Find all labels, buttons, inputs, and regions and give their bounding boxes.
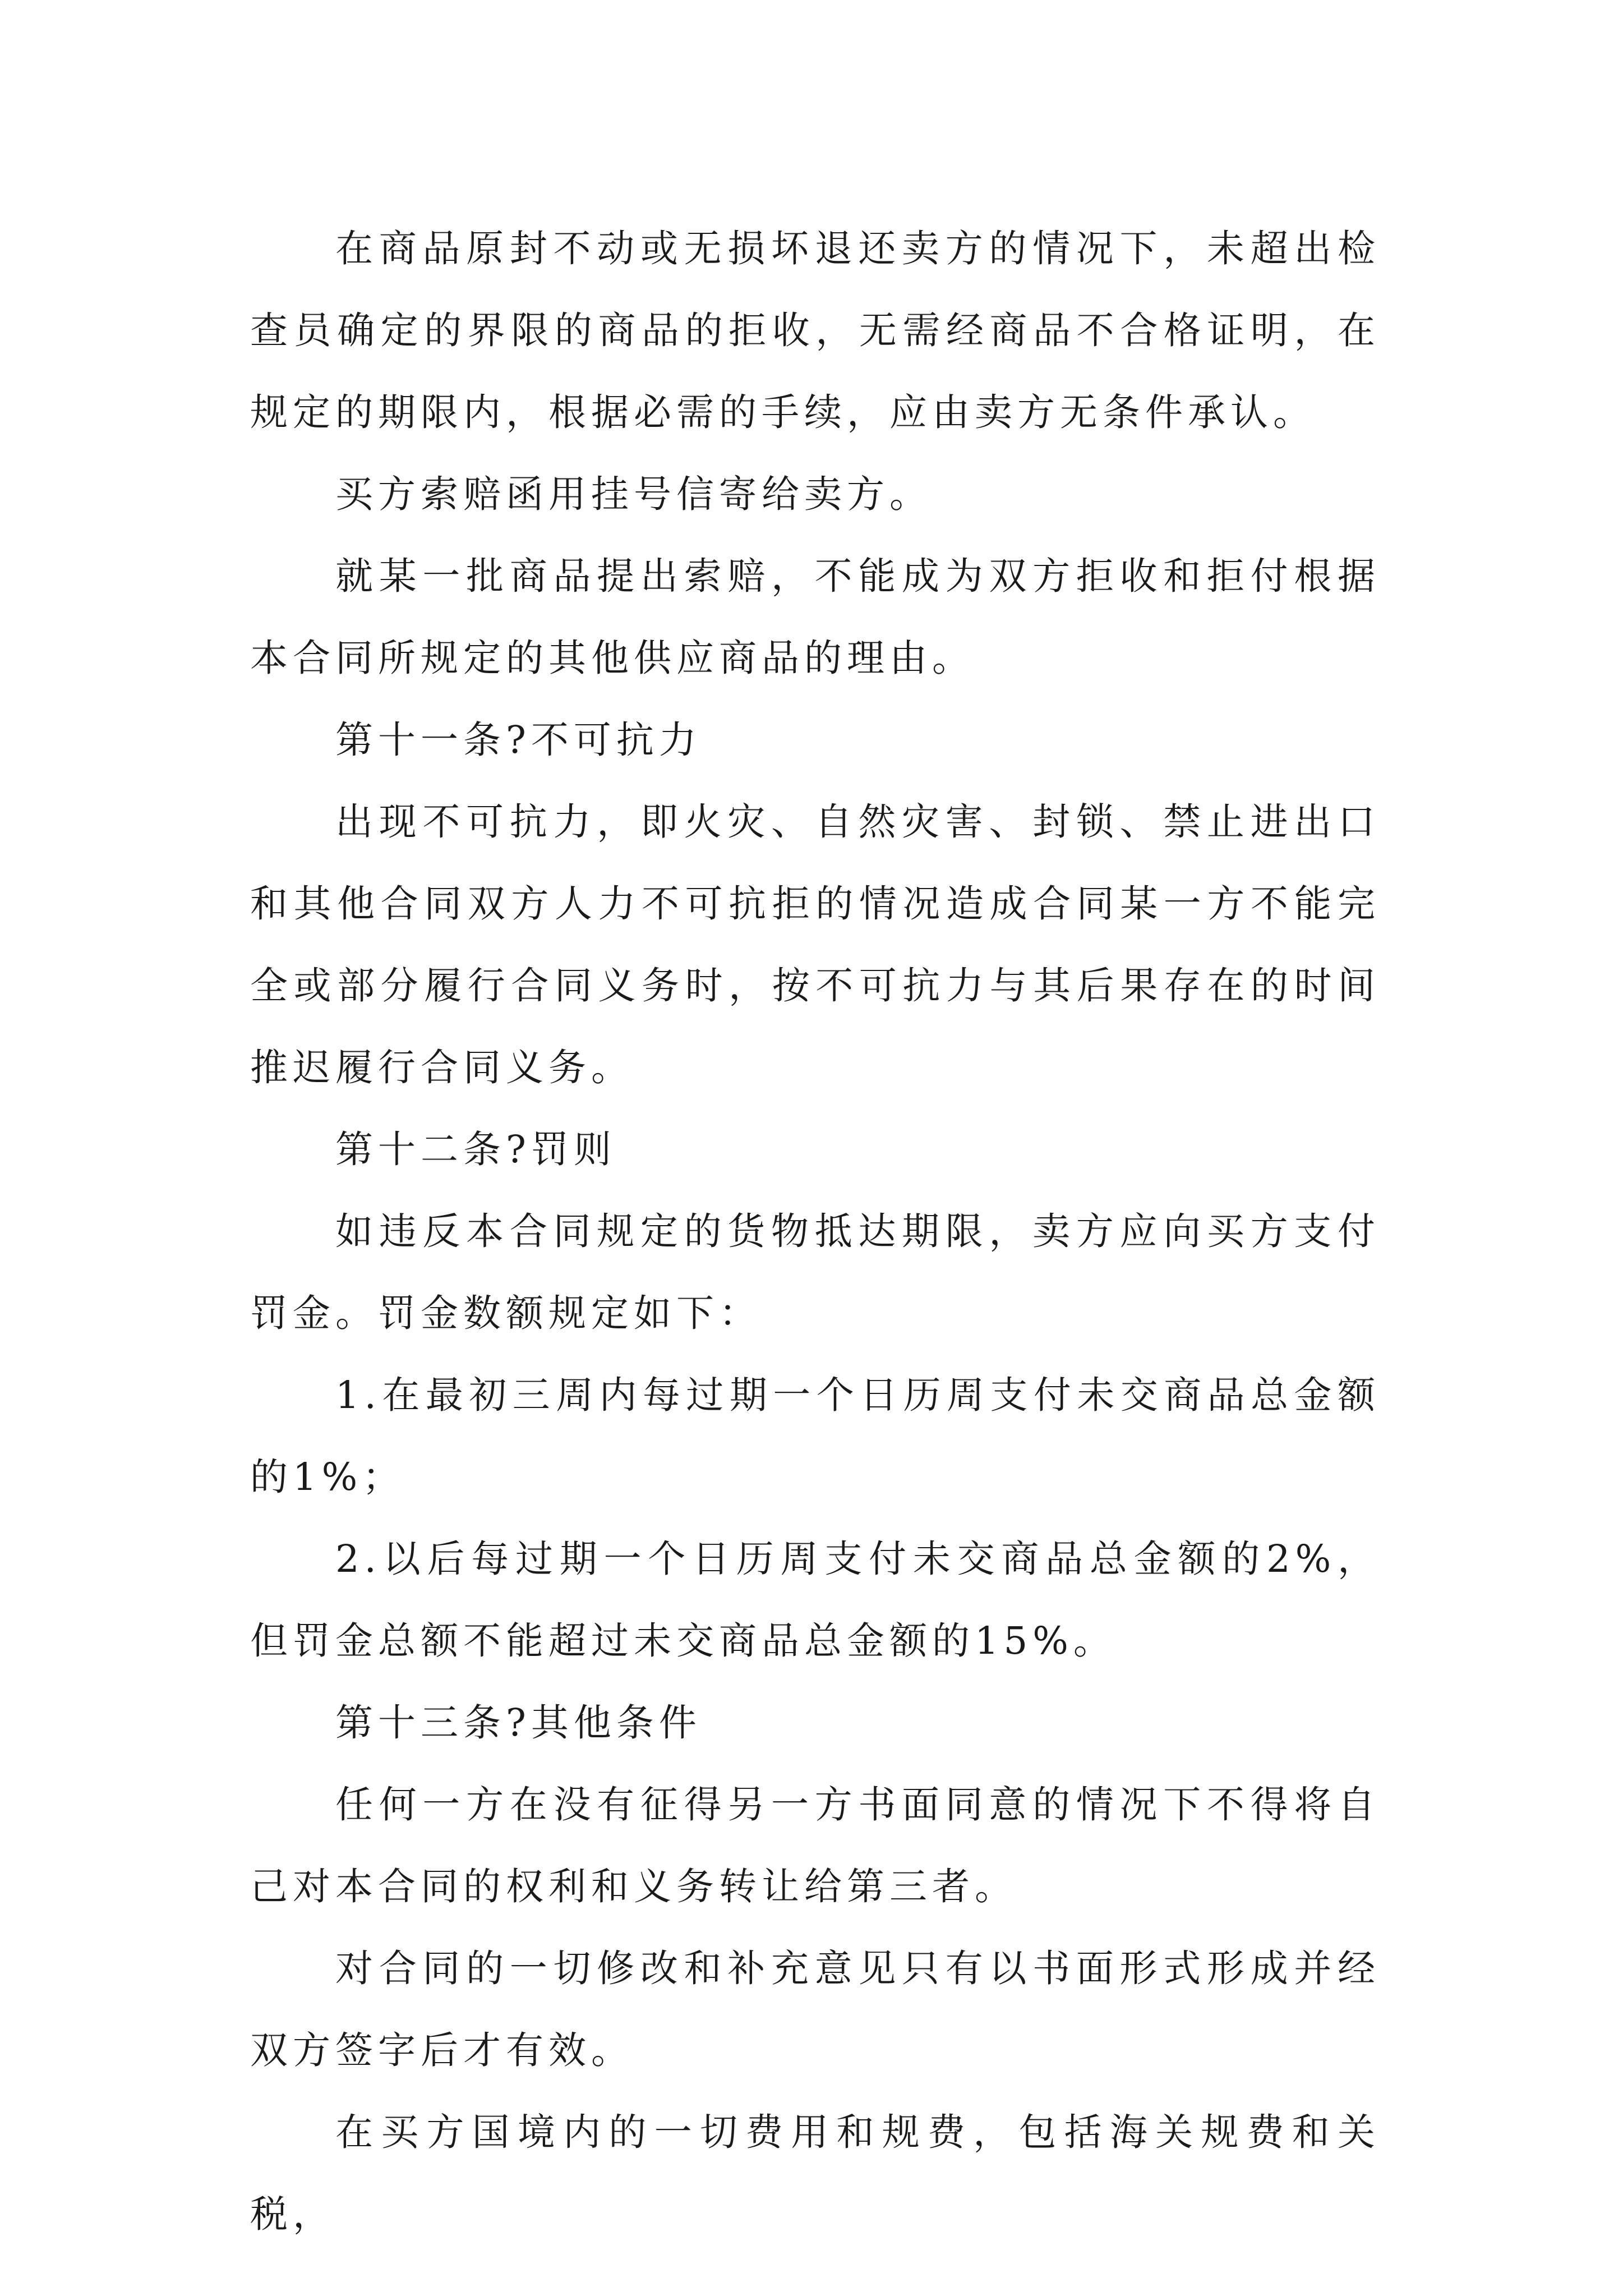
paragraph-rejection-terms: 在商品原封不动或无损坏退还卖方的情况下，未超出检查员确定的界限的商品的拒收，无需经商品不合格证明，在规定的期限内，根据必需的手续，应由卖方无条件承认。 (250, 227, 1380, 434)
paragraph-amendments: 对合同的一切修改和补充意见只有以书面形式形成并经双方签字后才有效。 (250, 1947, 1380, 2072)
list-item-penalty-2: 2.以后每过期一个日历周支付未交商品总金额的2%，但罚金总额不能超过未交商品总金额的15%。 (250, 1537, 1380, 1663)
heading-article-11: 第十一条?不可抗力 (335, 718, 702, 762)
paragraph-claim-letter: 买方索赔函用挂号信寄给卖方。 (335, 472, 932, 516)
paragraph-claim-scope: 就某一批商品提出索赔，不能成为双方拒收和拒付根据本合同所规定的其他供应商品的理由。 (250, 554, 1380, 680)
paragraph-assignment: 任何一方在没有征得另一方书面同意的情况下不得将自己对本合同的权利和义务转让给第三者。 (250, 1783, 1380, 1908)
document-body (250, 208, 1380, 2255)
paragraph-penalty-intro: 如违反本合同规定的货物抵达期限，卖方应向买方支付罚金。罚金数额规定如下： (250, 1209, 1380, 1335)
paragraph-fees: 在买方国境内的一切费用和规费，包括海关规费和关税， (250, 2110, 1380, 2236)
heading-article-12: 第十二条?罚则 (335, 1128, 616, 1171)
heading-article-13: 第十三条?其他条件 (335, 1701, 702, 1745)
list-item-penalty-1: 1.在最初三周内每过期一个日历周支付未交商品总金额的1%； (250, 1373, 1380, 1499)
paragraph-force-majeure: 出现不可抗力，即火灾、自然灾害、封锁、禁止进出口和其他合同双方人力不可抗拒的情况造成合同某一方不能完全或部分履行合同义务时，按不可抗力与其后果存在的时间推迟履行合同义务。 (250, 800, 1380, 1089)
